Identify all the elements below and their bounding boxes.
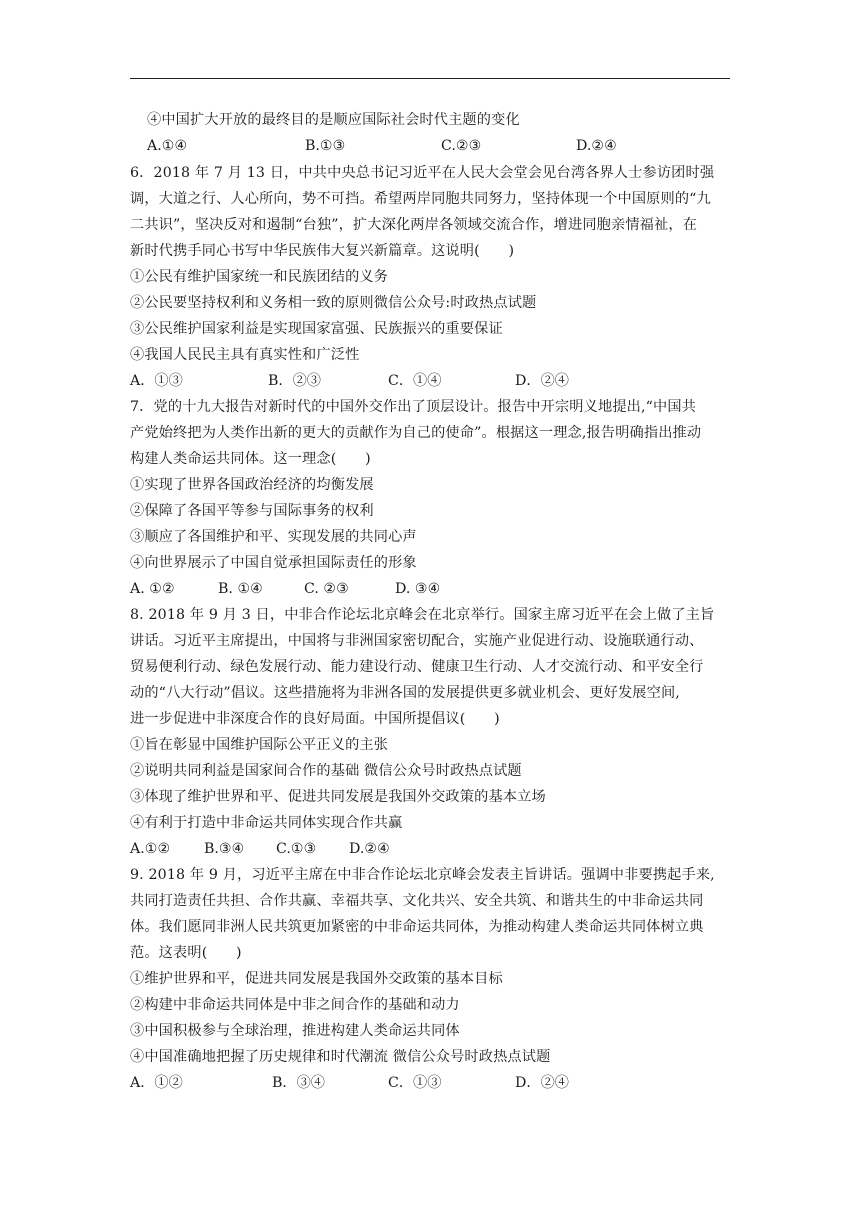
- q7-statement-4: ④向世界展示了中国自觉承担国际责任的形象: [130, 555, 417, 571]
- q6-option-d: D．②④: [515, 373, 569, 389]
- q9-option-c: C．①③: [388, 1075, 442, 1091]
- q6-statement-3: ③公民维护国家利益是实现国家富强、民族振兴的重要保证: [130, 321, 503, 337]
- q7-option-b: B. ①④: [218, 581, 263, 597]
- q9-option-b: B．③④: [272, 1075, 325, 1091]
- q5-option-d: D.②④: [576, 138, 617, 154]
- q9-option-a: A．①②: [130, 1075, 183, 1091]
- q6-option-b: B．②③: [268, 373, 321, 389]
- q9-option-d: D．②④: [515, 1075, 569, 1091]
- q8-stem-line-2: 讲话。习近平主席提出，中国将与非洲国家密切配合，实施产业促进行动、设施联通行动、: [130, 633, 704, 649]
- q9-statement-3: ③中国积极参与全球治理，推进构建人类命运共同体: [130, 1023, 460, 1039]
- q7-statement-3: ③顺应了各国维护和平、实现发展的共同心声: [130, 529, 417, 545]
- q6-stem-line-4: 新时代携手同心书写中华民族伟大复兴新篇章。这说明( ): [130, 243, 515, 259]
- q7-stem-line-2: 产党始终把为人类作出新的更大的贡献作为自己的使命”。根据这一理念,报告明确指出推动: [130, 425, 702, 441]
- header-rule: [130, 78, 730, 79]
- q7-statement-1: ①实现了世界各国政治经济的均衡发展: [130, 477, 374, 493]
- q6-statement-4: ④我国人民民主具有真实性和广泛性: [130, 347, 360, 363]
- q9-statement-4: ④中国准确地把握了历史规律和时代潮流 微信公众号时政热点试题: [130, 1049, 551, 1065]
- q6-statement-2: ②公民要坚持权利和义务相一致的原则微信公众号:时政热点试题: [130, 295, 537, 311]
- q8-statement-1: ①旨在彰显中国维护国际公平正义的主张: [130, 737, 389, 753]
- q6-option-a: A．①③: [130, 373, 183, 389]
- q7-option-d: D. ③④: [395, 581, 441, 597]
- q7-option-a: A. ①②: [130, 581, 175, 597]
- q8-option-b: B.③④: [204, 841, 245, 857]
- q8-stem-line-1: 8. 2018 年 9 月 3 日，中非合作论坛北京峰会在北京举行。国家主席习近平在会上做了主旨: [130, 607, 715, 623]
- q9-stem-line-1: 9. 2018 年 9 月，习近平主席在中非合作论坛北京峰会发表主旨讲话。强调中非要携起手来,: [130, 867, 715, 883]
- q8-statement-3: ③体现了维护世界和平、促进共同发展是我国外交政策的基本立场: [130, 789, 546, 805]
- q8-option-d: D.②④: [349, 841, 390, 857]
- q8-option-c: C.①③: [276, 841, 317, 857]
- q8-stem-line-5: 进一步促进中非深度合作的良好局面。中国所提倡议( ): [130, 711, 500, 727]
- q8-stem-line-3: 贸易便利行动、绿色发展行动、能力建设行动、健康卫生行动、人才交流行动、和平安全行: [130, 659, 704, 675]
- q5-option-a: A.①④: [147, 138, 188, 154]
- q7-option-c: C. ②③: [304, 581, 349, 597]
- q7-stem-line-1: 7．党的十九大报告对新时代的中国外交作出了顶层设计。报告中开宗明义地提出,“中国共: [130, 399, 697, 415]
- q5-option-b: B.①③: [305, 138, 346, 154]
- q9-stem-line-3: 体。我们愿同非洲人民共筑更加紧密的中非命运共同体，为推动构建人类命运共同体树立典: [130, 919, 704, 935]
- q5-statement-4: ④中国扩大开放的最终目的是顺应国际社会时代主题的变化: [147, 112, 520, 128]
- q6-statement-1: ①公民有维护国家统一和民族团结的义务: [130, 269, 389, 285]
- q8-statement-4: ④有利于打造中非命运共同体实现合作共赢: [130, 815, 403, 831]
- q6-stem-line-3: 二共识”，坚决反对和遏制“台独”，扩大深化两岸各领域交流合作，增进同胞亲情福祉，在: [130, 217, 698, 233]
- q8-statement-2: ②说明共同利益是国家间合作的基础 微信公众号时政热点试题: [130, 763, 522, 779]
- q9-statement-2: ②构建中非命运共同体是中非之间合作的基础和动力: [130, 997, 460, 1013]
- q9-statement-1: ①维护世界和平，促进共同发展是我国外交政策的基本目标: [130, 971, 503, 987]
- q8-stem-line-4: 动的“八大行动”倡议。这些措施将为非洲各国的发展提供更多就业机会、更好发展空间,: [130, 685, 680, 701]
- q6-stem-line-1: 6．2018 年 7 月 13 日，中共中央总书记习近平在人民大会堂会见台湾各界人士参访团时强: [130, 165, 715, 181]
- q9-stem-line-4: 范。这表明( ): [130, 945, 242, 961]
- q6-option-c: C．①④: [388, 373, 442, 389]
- q6-stem-line-2: 调，大道之行、人心所向，势不可挡。希望两岸同胞共同努力，坚持体现一个中国原则的“九: [130, 191, 711, 207]
- q5-option-c: C.②③: [441, 138, 482, 154]
- q9-stem-line-2: 共同打造责任共担、合作共赢、幸福共享、文化共兴、安全共筑、和谐共生的中非命运共同: [130, 893, 704, 909]
- q8-option-a: A.①②: [130, 841, 171, 857]
- q7-statement-2: ②保障了各国平等参与国际事务的权利: [130, 503, 374, 519]
- q7-stem-line-3: 构建人类命运共同体。这一理念( ): [130, 451, 371, 467]
